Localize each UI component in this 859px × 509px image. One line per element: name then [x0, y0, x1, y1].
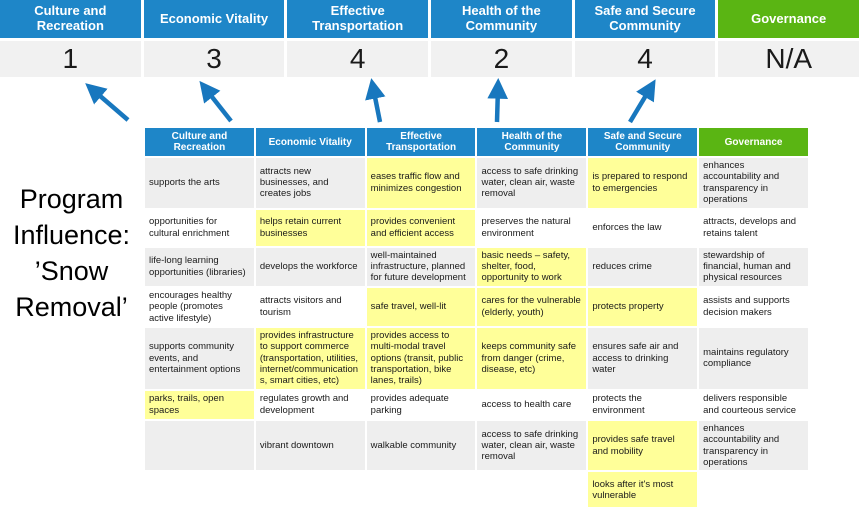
table-header-cell: Safe and Secure Community: [587, 127, 698, 157]
table-cell: ensures safe air and access to drinking water: [587, 327, 698, 390]
table-cell: preserves the natural environment: [476, 209, 587, 247]
table-cell: [698, 471, 809, 508]
table-cell: keeps community safe from danger (crime, disease, etc): [476, 327, 587, 390]
table-row: [144, 287, 809, 327]
table-cell: is prepared to respond to emergencies: [587, 157, 698, 209]
table-cell: access to health care: [476, 390, 587, 420]
table-cell: develops the workforce: [255, 247, 366, 287]
summary-scores-row: [0, 41, 859, 77]
table-cell: regulates growth and development: [255, 390, 366, 420]
summary-score: N/A: [718, 41, 859, 77]
table-cell: walkable community: [366, 420, 477, 472]
table-cell: provides adequate parking: [366, 390, 477, 420]
table-cell: well-maintained infrastructure, planned for future development: [366, 247, 477, 287]
table-cell: provides infrastructure to support commerce (transportation, utilities, internet/communications, smart cities, etc): [255, 327, 366, 390]
table-cell: attracts visitors and tourism: [255, 287, 366, 327]
table-cell: [366, 471, 477, 508]
table-row: [144, 327, 809, 390]
table-row: [144, 209, 809, 247]
table-header-cell: Economic Vitality: [255, 127, 366, 157]
table-row: [144, 157, 809, 209]
table-header-cell: Governance: [698, 127, 809, 157]
summary-title-box: Safe and Secure Community: [575, 0, 716, 38]
table-cell: [144, 420, 255, 472]
table-cell: eases traffic flow and minimizes congestion: [366, 157, 477, 209]
table-cell: assists and supports decision makers: [698, 287, 809, 327]
table-header-row: [144, 127, 809, 157]
summary-title-box: Culture and Recreation: [0, 0, 141, 38]
table-row: [144, 390, 809, 420]
table-row: [144, 471, 809, 508]
table-row: [144, 247, 809, 287]
summary-title-box: Economic Vitality: [144, 0, 285, 38]
table-header-cell: Effective Transportation: [366, 127, 477, 157]
table-cell: [476, 471, 587, 508]
arrow-band: [0, 77, 859, 126]
table-cell: opportunities for cultural enrichment: [144, 209, 255, 247]
table-header-cell: Culture and Recreation: [144, 127, 255, 157]
table-cell: enforces the law: [587, 209, 698, 247]
table-header-cell: Health of the Community: [476, 127, 587, 157]
main-area: [0, 126, 859, 509]
table-cell: parks, trails, open spaces: [144, 390, 255, 420]
summary-title-box: Health of the Community: [431, 0, 572, 38]
table-cell: supports the arts: [144, 157, 255, 209]
table-cell: vibrant downtown: [255, 420, 366, 472]
table-cell: stewardship of financial, human and physical resources: [698, 247, 809, 287]
table-cell: provides safe travel and mobility: [587, 420, 698, 472]
table-cell: access to safe drinking water, clean air, waste removal: [476, 157, 587, 209]
program-label-line: Influence:: [12, 219, 131, 250]
summary-score: 4: [575, 41, 716, 77]
program-label-line: Program: [19, 184, 124, 214]
program-label-line: ’Snow: [34, 255, 109, 286]
summary-score: 3: [144, 41, 285, 77]
program-influence-label: [0, 126, 143, 326]
influence-arrows-svg: [0, 77, 859, 126]
table-cell: protects property: [587, 287, 698, 327]
table-cell: supports community events, and entertainment options: [144, 327, 255, 390]
table-cell: cares for the vulnerable (elderly, youth): [476, 287, 587, 327]
table-cell: enhances accountability and transparency in operations: [698, 157, 809, 209]
table-cell: encourages healthy people (promotes active lifestyle): [144, 287, 255, 327]
table-cell: enhances accountability and transparency in operations: [698, 420, 809, 472]
table-cell: reduces crime: [587, 247, 698, 287]
summary-title-box: Governance: [718, 0, 859, 38]
table-cell: maintains regulatory compliance: [698, 327, 809, 390]
summary-score: 1: [0, 41, 141, 77]
table-cell: life-long learning opportunities (libraries): [144, 247, 255, 287]
influence-table: [143, 126, 810, 509]
summary-score: 2: [431, 41, 572, 77]
table-cell: [255, 471, 366, 508]
table-cell: provides convenient and efficient access: [366, 209, 477, 247]
table-cell: [144, 471, 255, 508]
summary-score: 4: [287, 41, 428, 77]
arrow-lines: [92, 87, 651, 122]
program-label-line: Removal’: [15, 291, 128, 322]
table-cell: attracts, develops and retains talent: [698, 209, 809, 247]
summary-title-box: Effective Transportation: [287, 0, 428, 38]
influence-arrow: [373, 87, 380, 122]
influence-arrow: [497, 87, 498, 122]
table-cell: looks after it's most vulnerable: [587, 471, 698, 508]
influence-arrow: [92, 89, 128, 120]
table-cell: helps retain current businesses: [255, 209, 366, 247]
table-cell: safe travel, well-lit: [366, 287, 477, 327]
influence-arrow: [630, 87, 651, 122]
table-cell: protects the environment: [587, 390, 698, 420]
table-body: [144, 157, 809, 508]
table-cell: delivers responsible and courteous service: [698, 390, 809, 420]
table-cell: provides access to multi-modal travel options (transit, public transportation, bike lanes, trails): [366, 327, 477, 390]
influence-arrow: [205, 88, 231, 121]
table-row: [144, 420, 809, 472]
table-cell: basic needs – safety, shelter, food, opportunity to work: [476, 247, 587, 287]
table-cell: access to safe drinking water, clean air, waste removal: [476, 420, 587, 472]
summary-titles-row: [0, 0, 859, 38]
table-cell: attracts new businesses, and creates jobs: [255, 157, 366, 209]
